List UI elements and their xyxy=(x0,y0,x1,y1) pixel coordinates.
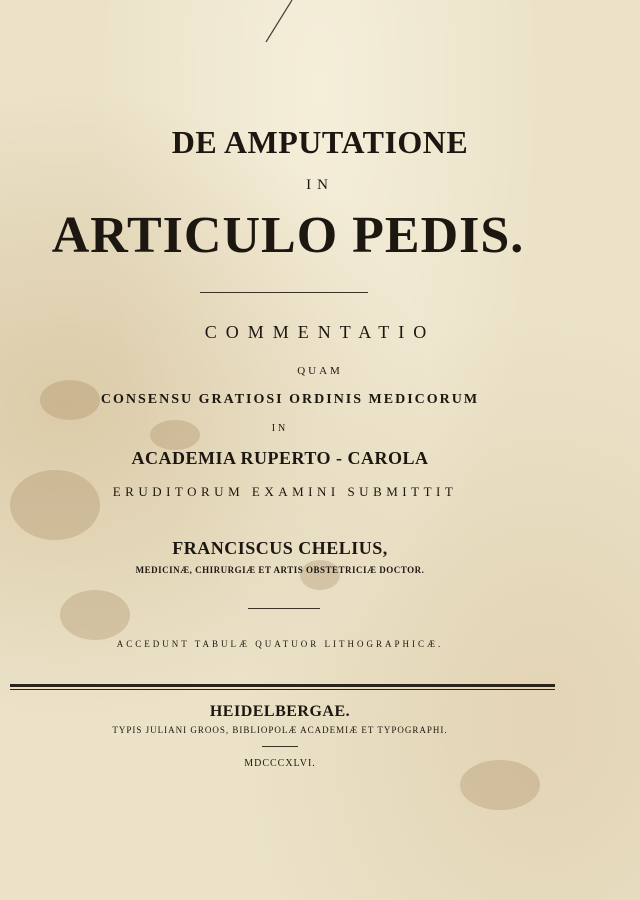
consensu-line: CONSENSU GRATIOSI ORDINIS MEDICORUM xyxy=(100,392,480,407)
imprint-printer: TYPIS JULIANI GROOS, BIBLIOPOLÆ ACADEMIÆ ET TYPOGRAPHI. xyxy=(112,725,448,735)
author-name: FRANCISCUS CHELIUS, xyxy=(172,538,388,558)
title-line-2: ARTICULO PEDIS. xyxy=(51,207,525,264)
divider-rule xyxy=(262,746,298,747)
genre-label: COMMENTATIO xyxy=(204,322,436,342)
imprint-year: MDCCCXLVI. xyxy=(244,758,316,769)
foxing-spot xyxy=(10,470,100,540)
double-rule xyxy=(10,684,555,690)
in-line: IN xyxy=(271,423,289,434)
academia-line: ACADEMIA RUPERTO - CAROLA xyxy=(131,448,429,468)
plates-note: ACCEDUNT TABULÆ QUATUOR LITHOGRAPHICÆ. xyxy=(116,639,444,649)
eruditorum-line: ERUDITORUM EXAMINI SUBMITTIT xyxy=(112,484,458,499)
foxing-spot xyxy=(60,590,130,640)
pencil-mark-icon xyxy=(262,0,296,46)
title-connector: IN xyxy=(306,177,334,193)
divider-rule xyxy=(248,608,320,609)
title-line-1: DE AMPUTATIONE xyxy=(171,124,469,160)
imprint-place: HEIDELBERGAE. xyxy=(209,703,351,720)
quam-line: QUAM xyxy=(297,365,343,377)
author-degree: MEDICINÆ, CHIRURGIÆ ET ARTIS OBSTETRICIÆ DOCTOR. xyxy=(135,565,425,575)
divider-rule xyxy=(200,292,368,293)
